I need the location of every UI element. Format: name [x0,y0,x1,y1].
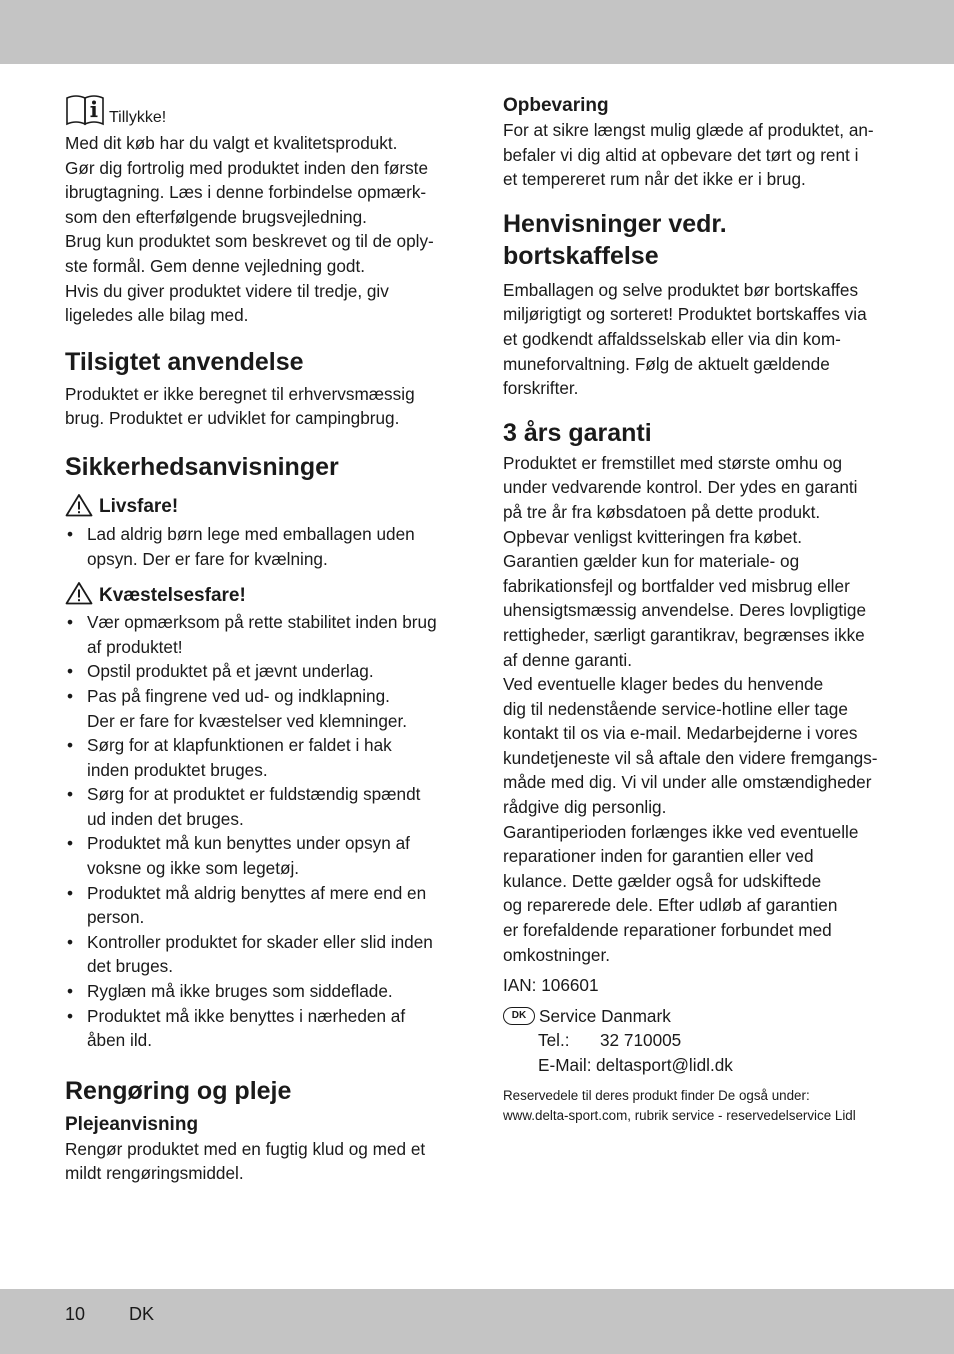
cleaning-subheading: Plejeanvisning [65,1113,199,1135]
warranty-line: Produktet er fremstillet med største omhu og [503,452,843,473]
danger-list [65,522,457,571]
email-value: deltasport@lidl.dk [596,1055,733,1075]
warranty-line: Garantien gælder kun for materiale- og [503,551,800,572]
page-language: DK [129,1304,155,1324]
intro-line: Brug kun produktet som beskrevet og til de oply- [65,231,434,252]
danger-warning-header [65,493,457,522]
intro-line: Hvis du giver produktet videre til tredje, giv [65,280,389,301]
intro-line: Med dit køb har du valgt et kvalitetsprodukt. [65,133,398,153]
intro-line: ligeledes alle bilag med. [65,305,249,326]
service-name: Service Danmark [539,1005,671,1026]
list-item: • Pas på fingrene ved ud- og indklapning. Der er fare for kvæstelser ved klemninger. [65,684,457,733]
warranty-line: er forefaldende reparationer forbundet med [503,920,832,941]
warranty-line: måde med dig. Vi vil under alle omstændigheder [503,772,872,793]
spare-parts-line: Reservedele til deres produkt finder De også under: [503,1087,810,1103]
warranty-line: reparationer inden for garantien eller ved [503,846,814,867]
warranty-line: under vedvarende kontrol. Der ydes en garanti [503,477,858,498]
intended-use-line: brug. Produktet er udviklet for campingbrug. [65,408,400,429]
list-item: • Opstil produktet på et jævnt underlag. [65,659,457,684]
warranty-line: og reparerede dele. Efter udløb af garantien [503,895,838,916]
disposal-line: muneforvaltning. Følg de aktuelt gældende [503,353,830,374]
warranty-heading: 3 års garanti [503,418,652,447]
storage-line: For at sikre længst mulig glæde af produktet, an- [503,120,874,140]
page-number: 10 [65,1304,86,1324]
storage-subheading: Opbevaring [503,95,609,116]
spare-parts-line: www.delta-sport.com, rubrik service - reservedelservice Lidl [503,1107,856,1123]
safety-heading: Sikkerhedsanvisninger [65,452,339,481]
top-bar [0,0,954,64]
intro-greeting: Tillykke! [109,109,167,127]
tel-row [538,1028,895,1053]
list-item: • Produktet må kun benyttes under opsyn af voksne og ikke som legetøj. [65,831,457,880]
intended-use-line: Produktet er ikke beregnet til erhvervsmæssig [65,383,415,404]
danger-label: Livsfare! [99,496,179,518]
country-badge-dk: DK [503,1007,535,1025]
service-contact [503,1028,895,1077]
injury-label: Kvæstelsesfare! [99,584,246,606]
warranty-line: Ved eventuelle klager bedes du henvende [503,674,824,695]
warranty-line: på tre år fra købsdatoen på dette produkt. [503,501,821,522]
cleaning-heading: Rengøring og pleje [65,1076,292,1105]
service-row [503,1004,895,1029]
warranty-line: kundetjeneste vil så aftale den videre fremgangs- [503,747,878,768]
info-manual-icon [65,94,105,131]
right-column [503,94,895,1126]
cleaning-line: Rengør produktet med en fugtig klud og med et [65,1138,426,1159]
warranty-line: kulance. Dette gælder også for udskiftede [503,870,822,891]
disposal-line: et godkendt affaldsselskab eller via din kom- [503,328,841,349]
warranty-line: Opbevar venligst kvitteringen fra købet. [503,526,803,547]
disposal-heading-line: bortskaffelse [503,241,659,270]
list-item: • Sørg for at produktet er fuldstændig spændt ud inden det bruges. [65,782,457,831]
injury-warning-header [65,581,457,610]
list-item: • Vær opmærksom på rette stabilitet inden brug af produktet! [65,610,457,659]
storage-line: befaler vi dig altid at opbevare det tørt og rent i [503,144,859,165]
warranty-line: rettigheder, særligt garantikrav, begrænses ikke [503,624,865,645]
cleaning-line: mildt rengøringsmiddel. [65,1163,244,1184]
intro-line: Gør dig fortrolig med produktet inden den første [65,157,429,178]
intro-line: som den efterfølgende brugsvejledning. [65,206,367,227]
list-item: • Produktet må aldrig benyttes af mere end en person. [65,881,457,930]
intro-line: ibrugtagning. Læs i denne forbindelse opmærk- [65,182,427,203]
warranty-line: uhensigtsmæssig anvendelse. Deres lovpligtige [503,600,867,621]
list-item: • Sørg for at klapfunktionen er faldet i hak inden produktet bruges. [65,733,457,782]
list-item: • Kontroller produktet for skader eller slid inden det bruges. [65,930,457,979]
warranty-line: fabrikationsfejl og bortfalder ved misbrug eller [503,575,850,596]
warning-triangle-icon [65,493,99,522]
disposal-line: Emballagen og selve produktet bør bortskaffes [503,279,859,300]
injury-list [65,610,457,1053]
warranty-line: kontakt til os via e-mail. Medarbejderne i vores [503,723,858,744]
left-column [65,94,457,1186]
disposal-line: miljørigtigt og sorteret! Produktet bortskaffes via [503,304,867,325]
intended-use-heading: Tilsigtet anvendelse [65,347,304,376]
warranty-line: Garantiperioden forlænges ikke ved eventuelle [503,821,859,842]
warning-triangle-icon [65,581,99,610]
intro-greeting-row [65,94,457,131]
warranty-line: af denne garanti. [503,649,633,670]
disposal-heading-line: Henvisninger vedr. [503,209,727,238]
warranty-line: dig til nedenstående service-hotline eller tage [503,698,848,719]
ian-number: IAN: 106601 [503,975,599,996]
tel-label: Tel.: [538,1030,570,1051]
tel-value: 32 710005 [600,1030,682,1051]
disposal-heading [503,208,895,272]
list-item: • Ryglæn må ikke bruges som siddeflade. [65,979,457,1004]
warranty-line: rådgive dig personlig. [503,797,667,818]
email-label: E-Mail: [538,1055,592,1075]
storage-line: et tempereret rum når det ikke er i brug. [503,169,806,190]
disposal-line: forskrifter. [503,378,579,399]
list-item: • Lad aldrig børn lege med emballagen uden opsyn. Der er fare for kvælning. [65,522,457,571]
warranty-line: omkostninger. [503,944,611,965]
email-row [538,1053,895,1078]
intro-line: ste formål. Gem denne vejledning godt. [65,255,366,276]
list-item: • Produktet må ikke benyttes i nærheden af åben ild. [65,1004,457,1053]
